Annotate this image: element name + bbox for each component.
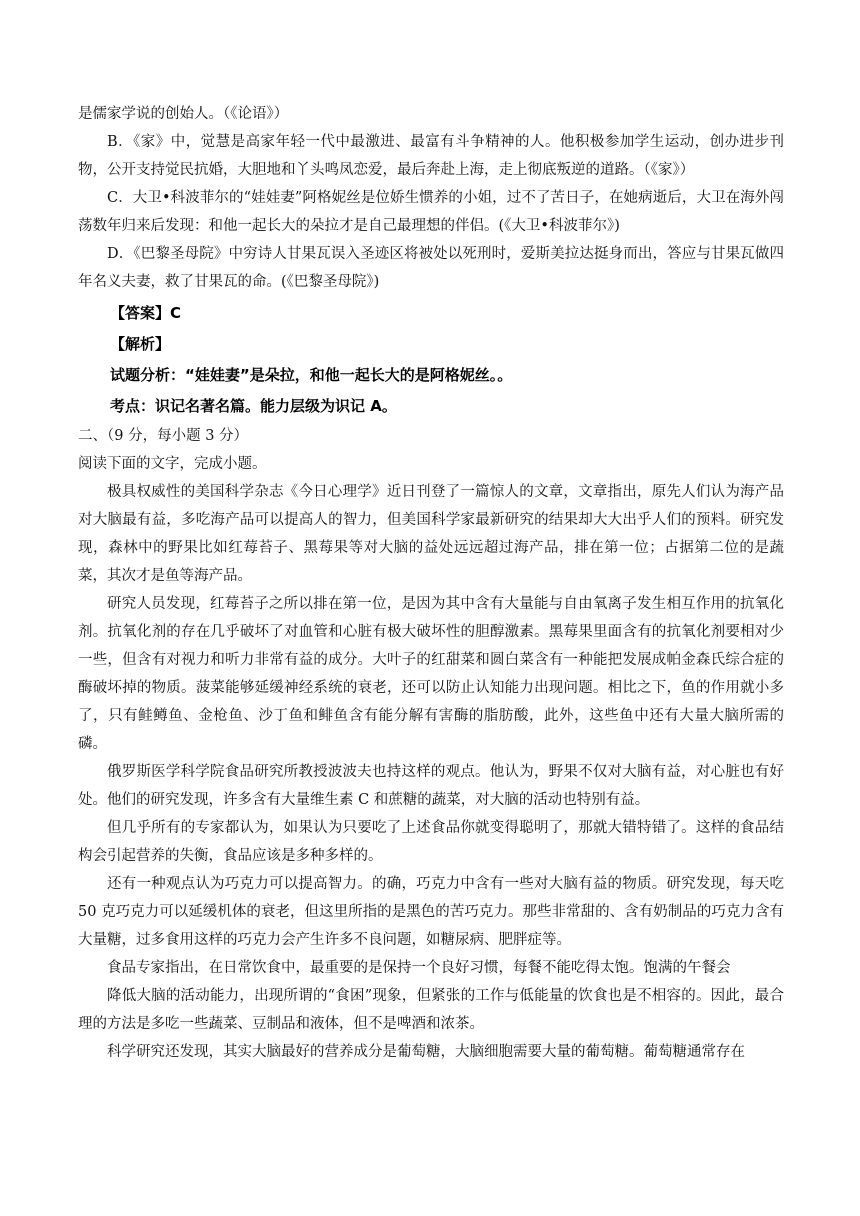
passage-paragraph: 俄罗斯医学科学院食品研究所教授波波夫也持这样的观点。他认为，野果不仅对大脑有益，对心脏也有好处。他们的研究发现，许多含有大量维生素 C 和蔗糖的蔬菜，对大脑的活动也特别有益。 bbox=[78, 764, 784, 808]
analysis-title: 【解析】 bbox=[110, 335, 171, 353]
passage-paragraph: 极具权威性的美国科学杂志《今日心理学》近日刊登了一篇惊人的文章，文章指出，原先人们认为海产品对大脑最有益，多吃海产品可以提高人的智力，但美国科学家最新研究的结果却大大出乎人们的预料。研究发现，森林中的野果比如红莓苔子、黑莓果等对大脑的益处远远超过海产品，排在第一位；占据第二位的是蔬菜，其次才是鱼等海产品。 bbox=[78, 484, 784, 584]
option-b: B．《家》中，觉慧是高家年轻一代中最激进、最富有斗争精神的人。他积极参加学生运动，创办进步刊物，公开支持觉民抗婚，大胆地和丫头鸣凤恋爱，最后奔赴上海，走上彻底叛逆的道路。（《家》） bbox=[78, 134, 784, 178]
passage-paragraph: 研究人员发现，红莓苔子之所以排在第一位，是因为其中含有大量能与自由氧离子发生相互作用的抗氧化剂。抗氧化剂的存在几乎破坏了对血管和心脏有极大破坏性的胆醇激素。黑莓果里面含有的抗氧化剂要相对少一些，但含有对视力和听力非常有益的成分。大叶子的红甜菜和圆白菜含有一种能把发展成帕金森氏综合症的酶破坏掉的物质。菠菜能够延缓神经系统的衰老，还可以防止认知能力出现问题。相比之下，鱼的作用就小多了，只有鲑鳟鱼、金枪鱼、沙丁鱼和鲱鱼含有能分解有害酶的脂肪酸，此外，这些鱼中还有大量大脑所需的磷。 bbox=[78, 596, 784, 752]
passage-paragraph: 还有一种观点认为巧克力可以提高智力。的确，巧克力中含有一些对大脑有益的物质。研究发现，每天吃 50 克巧克力可以延缓机体的衰老，但这里所指的是黑色的苦巧克力。那些非常甜的、含有奶制品的巧克力含有大量糖，过多食用这样的巧克力会产生许多不良问题，如糖尿病、肥胖症等。 bbox=[78, 876, 784, 948]
continuation-paragraph: 是儒家学说的创始人。（《论语》） bbox=[78, 106, 289, 122]
kaodian-text: 考点：识记名著名篇。能力层级为识记 A。 bbox=[110, 397, 397, 415]
passage-paragraph: 食品专家指出，在日常饮食中，最重要的是保持一个良好习惯，每餐不能吃得太饱。饱满的午餐会 bbox=[107, 960, 731, 976]
section-heading: 二、（9 分，每小题 3 分） bbox=[78, 428, 249, 444]
passage-paragraph: 科学研究还发现，其实大脑最好的营养成分是葡萄糖，大脑细胞需要大量的葡萄糖。葡萄糖通常存在 bbox=[107, 1044, 745, 1060]
passage-paragraph: 降低大脑的活动能力，出现所谓的“食困”现象，但紧张的工作与低能量的饮食也是不相容的。因此，最合理的方法是多吃一些蔬菜、豆制品和液体，但不是啤酒和浓茶。 bbox=[78, 988, 784, 1032]
page-content bbox=[78, 100, 784, 1066]
analysis-text: 试题分析：“娃娃妻”是朵拉，和他一起长大的是阿格妮丝。。 bbox=[110, 366, 513, 384]
option-d: D．《巴黎圣母院》中穷诗人甘果瓦误入圣迹区将被处以死刑时，爱斯美拉达挺身而出，答应与甘果瓦做四年名义夫妻，救了甘果瓦的命。(《巴黎圣母院》) bbox=[78, 246, 784, 290]
option-c: C．大卫•科波菲尔的“娃娃妻”阿格妮丝是位娇生惯养的小姐，过不了苦日子，在她病逝后，大卫在海外闯荡数年归来后发现：和他一起长大的朵拉才是自己最理想的伴侣。(《大卫•科波菲尔》) bbox=[78, 190, 784, 234]
answer-line: 【答案】C bbox=[110, 304, 182, 322]
section-instruction: 阅读下面的文字，完成小题。 bbox=[78, 456, 267, 472]
passage-paragraph: 但几乎所有的专家都认为，如果认为只要吃了上述食品你就变得聪明了，那就大错特错了。这样的食品结构会引起营养的失衡，食品应该是多种多样的。 bbox=[78, 820, 784, 864]
